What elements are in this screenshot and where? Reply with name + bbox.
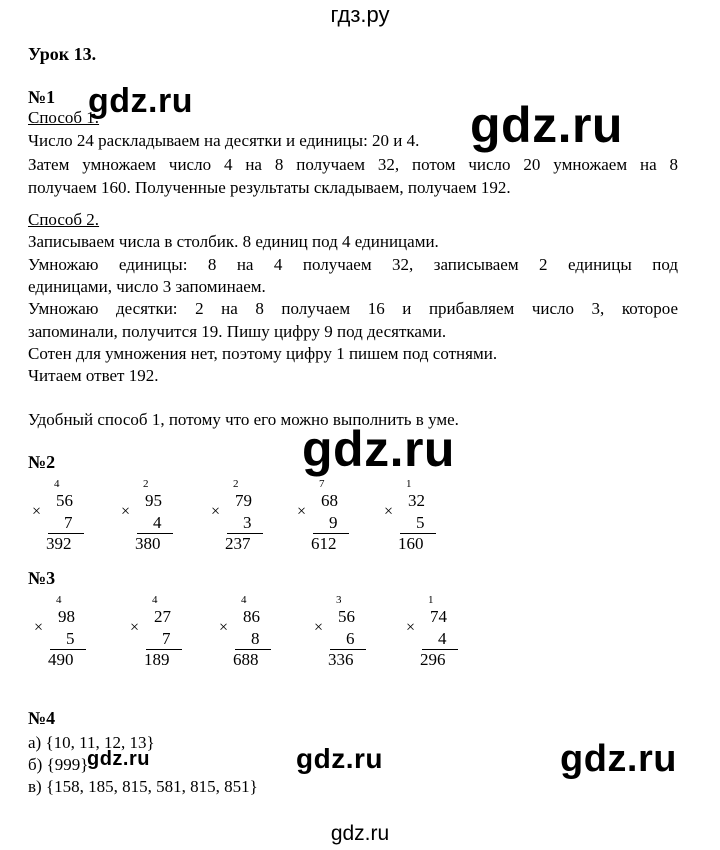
- task1-way2-line: Умножаю единицы: 8 на 4 получаем 32, записываем 2 единицы под: [28, 255, 678, 274]
- multiplicand: 98: [58, 607, 75, 626]
- multiplier: 4: [153, 513, 162, 532]
- product: 688: [233, 650, 259, 669]
- product: 336: [328, 650, 354, 669]
- multiply-sign: ×: [219, 619, 229, 636]
- task1-way2-label: Способ 2.: [28, 210, 100, 229]
- carry-digit: 1: [428, 594, 434, 606]
- carry-digit: 3: [336, 594, 342, 606]
- product: 296: [420, 650, 446, 669]
- watermark: gdz.ru: [560, 738, 677, 780]
- task2-title: №2: [28, 452, 56, 472]
- carry-digit: 2: [143, 478, 149, 490]
- task4-title: №4: [28, 708, 56, 728]
- multiplier: 8: [251, 629, 260, 648]
- multiplicand: 56: [338, 607, 355, 626]
- carry-digit: 4: [152, 594, 158, 606]
- watermark: gdz.ru: [470, 97, 623, 153]
- product: 612: [311, 534, 337, 553]
- task1-way2-line: запоминали, получится 19. Пишу цифру 9 под десятками.: [28, 322, 447, 341]
- task4-line: б) {999}: [28, 755, 89, 774]
- carry-digit: 1: [406, 478, 412, 490]
- watermark: gdz.ru: [296, 743, 383, 774]
- multiply-sign: ×: [314, 619, 324, 636]
- carry-digit: 2: [233, 478, 239, 490]
- task1-title: №1: [28, 87, 56, 107]
- watermark: gdz.ru: [87, 748, 150, 770]
- task1-way2-line: единицами, число 3 запоминаем.: [28, 277, 266, 296]
- carry-digit: 4: [54, 478, 60, 490]
- task1-way2-line: Сотен для умножения нет, поэтому цифру 1 пишем под сотнями.: [28, 344, 498, 363]
- carry-digit: 4: [241, 594, 247, 606]
- lesson-title: Урок 13.: [28, 44, 97, 64]
- multiply-sign: ×: [384, 503, 394, 520]
- multiplicand: 32: [408, 491, 425, 510]
- multiplier: 5: [66, 629, 75, 648]
- multiplication-column: [297, 478, 351, 562]
- multiplication-column: [121, 478, 175, 562]
- multiplication-column: [406, 594, 460, 678]
- multiplier: 3: [243, 513, 252, 532]
- multiply-sign: ×: [211, 503, 221, 520]
- multiplicand: 27: [154, 607, 171, 626]
- multiplication-column: [211, 478, 265, 562]
- carry-digit: 4: [56, 594, 62, 606]
- task1-way2-line: Читаем ответ 192.: [28, 366, 159, 385]
- watermark: gdz.ru: [88, 82, 193, 120]
- multiplicand: 74: [430, 607, 447, 626]
- task1-conclusion: Удобный способ 1, потому что его можно выполнить в уме.: [28, 410, 459, 429]
- multiplier: 4: [438, 629, 447, 648]
- multiplier: 7: [162, 629, 171, 648]
- multiplier: 7: [64, 513, 73, 532]
- product: 490: [48, 650, 74, 669]
- task1-way2-line: Записываем числа в столбик. 8 единиц под 4 единицами.: [28, 232, 439, 251]
- task1-way1-line: Затем умножаем число 4 на 8 получаем 32, потом число 20 умножаем на 8: [28, 155, 678, 174]
- task4-line: а) {10, 11, 12, 13}: [28, 733, 155, 752]
- multiplier: 5: [416, 513, 425, 532]
- site-footer: gdz.ru: [330, 822, 390, 845]
- multiplicand: 56: [56, 491, 73, 510]
- product: 380: [135, 534, 161, 553]
- multiplicand: 86: [243, 607, 260, 626]
- site-header: гдз.ру: [330, 2, 390, 27]
- multiply-sign: ×: [32, 503, 42, 520]
- multiply-sign: ×: [297, 503, 307, 520]
- task1-way2-line: Умножаю десятки: 2 на 8 получаем 16 и прибавляем число 3, которое: [28, 299, 678, 318]
- multiplication-column: [130, 594, 184, 678]
- multiplicand: 95: [145, 491, 162, 510]
- multiply-sign: ×: [406, 619, 416, 636]
- task1-way1-line: получаем 160. Полученные результаты складываем, получаем 192.: [28, 178, 511, 197]
- task4-line: в) {158, 185, 815, 581, 815, 851}: [28, 777, 258, 796]
- multiplier: 6: [346, 629, 355, 648]
- multiplication-column: [314, 594, 368, 678]
- product: 189: [144, 650, 170, 669]
- multiplier: 9: [329, 513, 338, 532]
- carry-digit: 7: [319, 478, 325, 490]
- multiplication-column: [32, 478, 86, 562]
- multiply-sign: ×: [34, 619, 44, 636]
- multiply-sign: ×: [121, 503, 131, 520]
- multiplication-column: [384, 478, 438, 562]
- product: 237: [225, 534, 251, 553]
- task1-way1-label: Способ 1.: [28, 108, 100, 127]
- multiply-sign: ×: [130, 619, 140, 636]
- multiplication-column: [34, 594, 88, 678]
- watermark: gdz.ru: [302, 421, 455, 477]
- multiplication-column: [219, 594, 273, 678]
- product: 392: [46, 534, 72, 553]
- task1-way1-line: Число 24 раскладываем на десятки и единицы: 20 и 4.: [28, 131, 420, 150]
- task3-title: №3: [28, 568, 56, 588]
- product: 160: [398, 534, 424, 553]
- multiplicand: 79: [235, 491, 252, 510]
- multiplicand: 68: [321, 491, 338, 510]
